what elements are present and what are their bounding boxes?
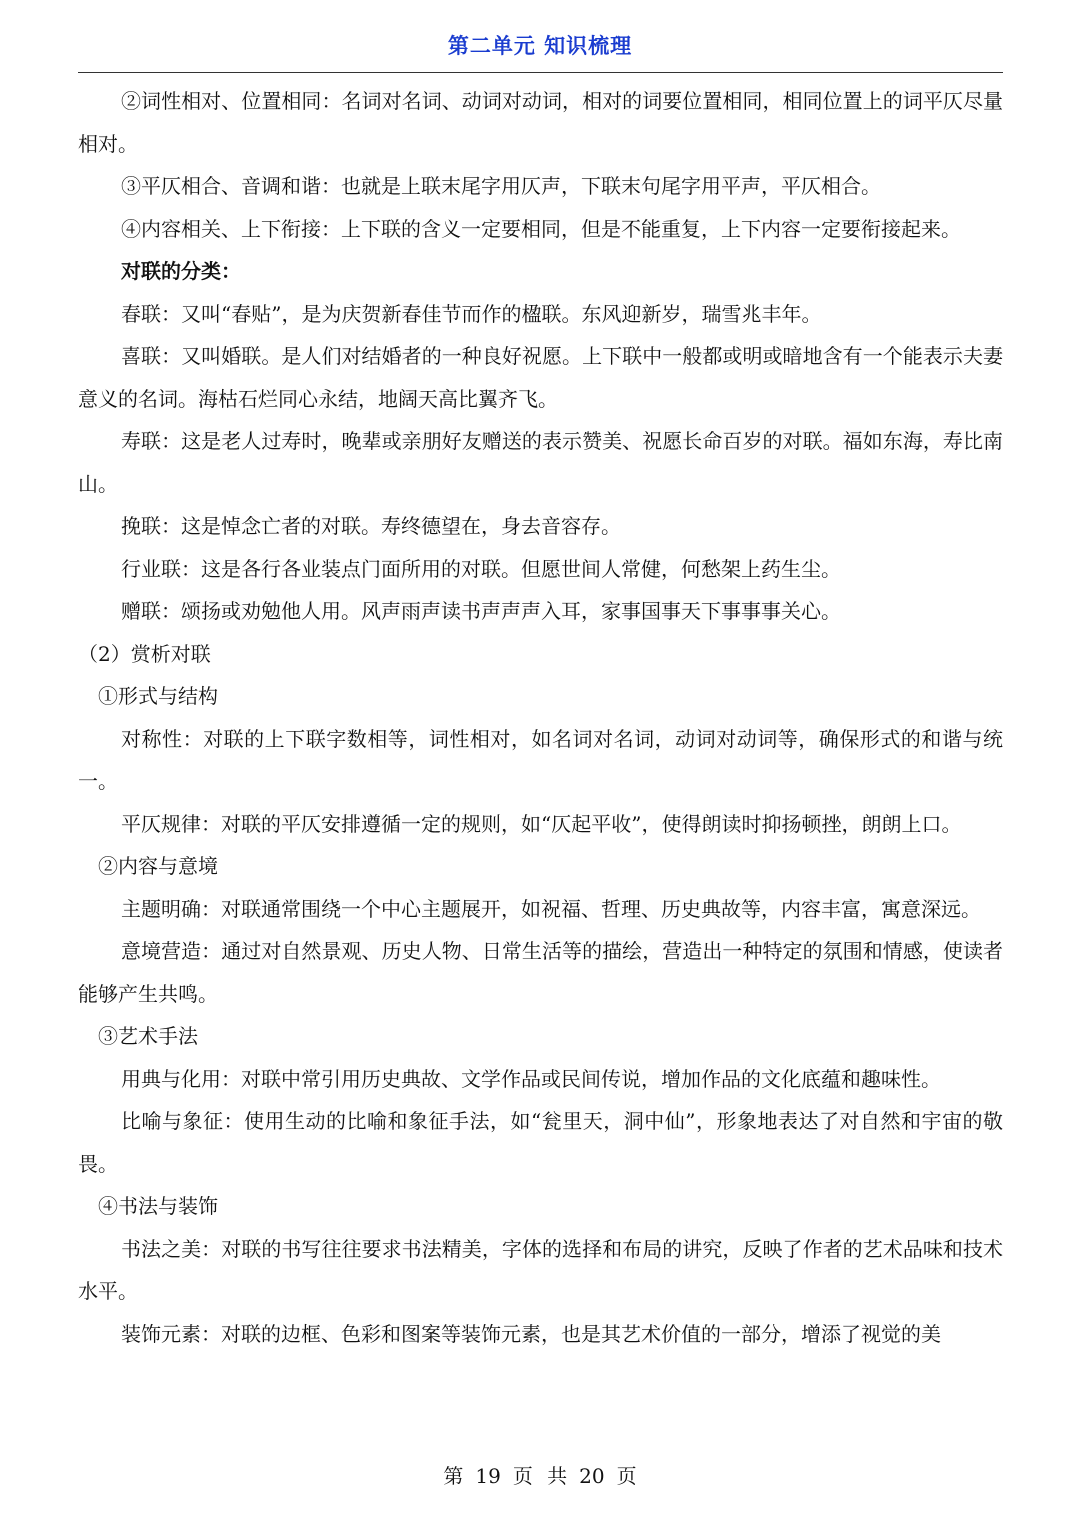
paragraph: 喜联：又叫婚联。是人们对结婚者的一种良好祝愿。上下联中一般都或明或暗地含有一个能表示夫妻意义的名词。海枯石烂同心永结，地阔天高比翼齐飞。 xyxy=(78,344,1003,411)
document-body xyxy=(78,80,1003,1355)
paragraph: 行业联：这是各行各业装点门面所用的对联。但愿世间人常健，何愁架上药生尘。 xyxy=(121,556,841,581)
paragraph: 主题明确：对联通常围绕一个中心主题展开，如祝福、哲理、历史典故等，内容丰富，寓意深远。 xyxy=(121,896,981,921)
page-header-title: 第二单元 知识梳理 xyxy=(447,34,633,58)
header-divider xyxy=(78,72,1003,73)
footer-suffix: 页 xyxy=(616,1464,637,1488)
paragraph: ②词性相对、位置相同：名词对名词、动词对动词，相对的词要位置相同，相同位置上的词平仄尽量相对。 xyxy=(78,89,1003,156)
paragraph: 意境营造：通过对自然景观、历史人物、日常生活等的描绘，营造出一种特定的氛围和情感，使读者能够产生共鸣。 xyxy=(78,939,1003,1006)
paragraph: 用典与化用：对联中常引用历史典故、文学作品或民间传说，增加作品的文化底蕴和趣味性。 xyxy=(121,1066,941,1091)
paragraph: 平仄规律：对联的平仄安排遵循一定的规则，如“仄起平收”，使得朗读时抑扬顿挫，朗朗上口。 xyxy=(121,811,962,836)
paragraph: 比喻与象征：使用生动的比喻和象征手法，如“瓮里天，洞中仙”，形象地表达了对自然和宇宙的敬畏。 xyxy=(78,1109,1003,1176)
section-heading: （2）赏析对联 xyxy=(78,641,211,666)
paragraph: 赠联：颂扬或劝勉他人用。风声雨声读书声声声入耳，家事国事天下事事事关心。 xyxy=(121,599,841,623)
paragraph: 春联：又叫“春贴”，是为庆贺新春佳节而作的楹联。东风迎新岁，瑞雪兆丰年。 xyxy=(121,301,822,326)
paragraph: 寿联：这是老人过寿时，晚辈或亲朋好友赠送的表示赞美、祝愿长命百岁的对联。福如东海，寿比南山。 xyxy=(78,429,1003,496)
paragraph: 对称性：对联的上下联字数相等，词性相对，如名词对名词，动词对动词等，确保形式的和谐与统一。 xyxy=(78,726,1003,793)
subsection-heading: ②内容与意境 xyxy=(98,854,218,878)
subsection-heading: ③艺术手法 xyxy=(98,1024,198,1048)
total-pages: 20 xyxy=(579,1464,605,1488)
subsection-heading: ①形式与结构 xyxy=(98,684,218,708)
paragraph: ③平仄相合、音调和谐：也就是上联末尾字用仄声，下联末句尾字用平声，平仄相合。 xyxy=(121,174,881,198)
paragraph: ④内容相关、上下衔接：上下联的含义一定要相同，但是不能重复，上下内容一定要衔接起来。 xyxy=(121,216,961,241)
page-number: 19 xyxy=(475,1464,501,1488)
section-heading: 对联的分类： xyxy=(121,259,241,283)
footer-mid: 页 共 xyxy=(512,1464,568,1488)
paragraph: 挽联：这是悼念亡者的对联。寿终德望在，身去音容存。 xyxy=(121,514,621,538)
page-footer xyxy=(0,1460,1080,1489)
subsection-heading: ④书法与装饰 xyxy=(98,1194,218,1218)
paragraph: 书法之美：对联的书写往往要求书法精美，字体的选择和布局的讲究，反映了作者的艺术品味和技术水平。 xyxy=(78,1236,1003,1303)
paragraph: 装饰元素：对联的边框、色彩和图案等装饰元素，也是其艺术价值的一部分，增添了视觉的美 xyxy=(121,1321,941,1346)
footer-prefix: 第 xyxy=(443,1464,464,1488)
